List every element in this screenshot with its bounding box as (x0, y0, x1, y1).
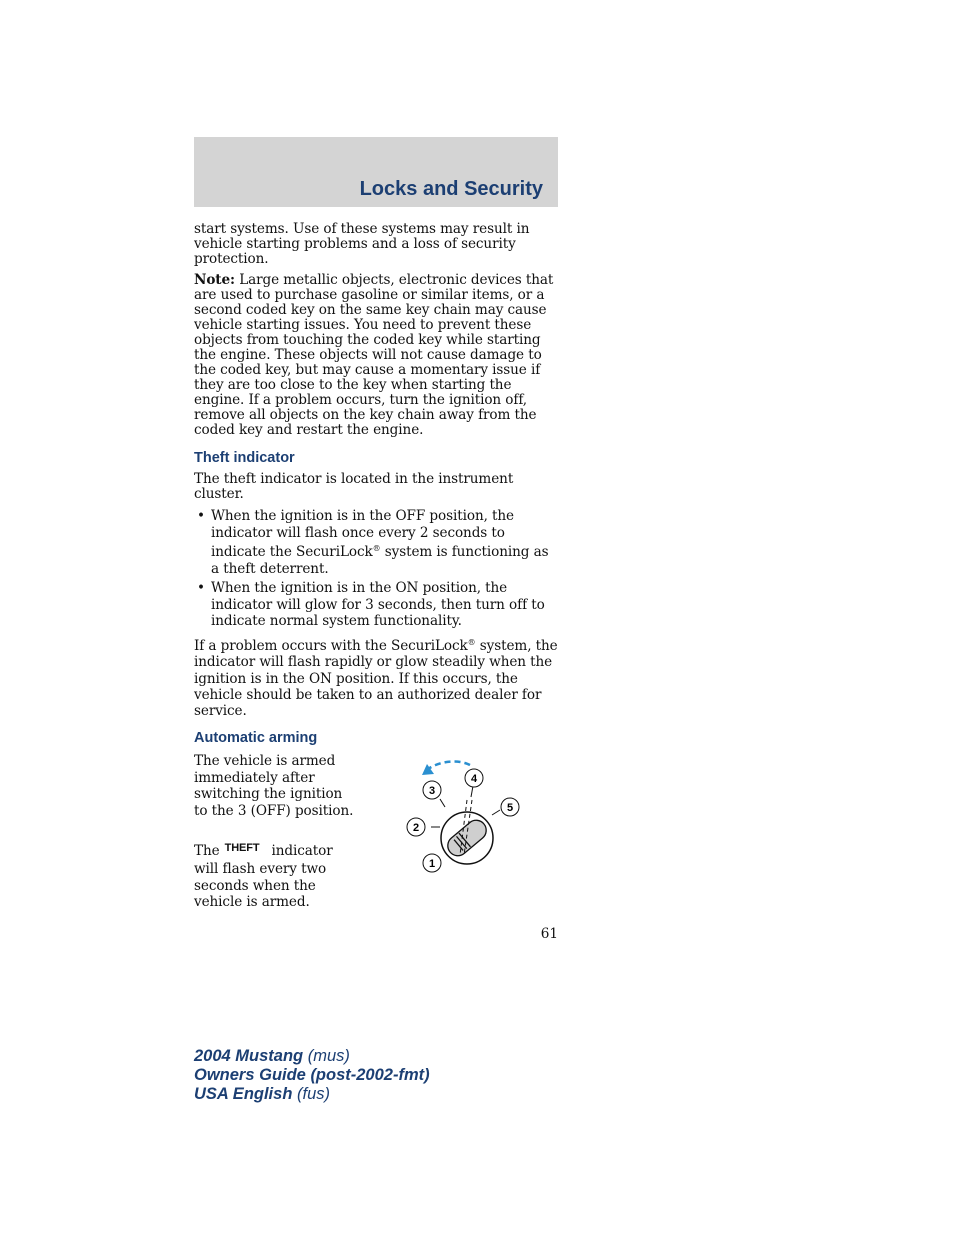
position-label-2: 2 (412, 822, 420, 834)
rotation-arrow-icon (428, 762, 470, 769)
theft-indicator-intro: The theft indicator is located in the instrument cluster. (194, 471, 514, 502)
bullet-item-on: • When the ignition is in the ON position, the indicator will glow for 3 seconds, then turn off to indicate normal system functionality. (197, 580, 545, 629)
position-label-5: 5 (506, 802, 514, 814)
theft-symbol: THEFT (224, 842, 260, 854)
arming-paragraph: The vehicle is armed immediately after switching the ignition to the 3 (OFF) position. (194, 753, 354, 819)
bullet-item-off: • When the ignition is in the OFF position, the indicator will flash once every 2 seconds to indicate the SecuriLock® system is functioning as a theft deterrent. (197, 508, 549, 577)
registered-mark: ® (372, 544, 381, 553)
section-title: Locks and Security (359, 178, 543, 200)
note-label: Note: (194, 272, 235, 288)
page-number: 61 (540, 926, 558, 942)
position-label-1: 1 (428, 858, 436, 870)
document-footer: 2004 Mustang (mus) Owners Guide (post-2002-fmt) USA English (fus) (194, 1047, 430, 1103)
intro-paragraph: start systems. Use of these systems may result in vehicle starting problems and a loss of security protection. (194, 221, 530, 267)
position-label-4: 4 (470, 773, 478, 785)
registered-mark: ® (467, 638, 476, 647)
problem-paragraph: If a problem occurs with the SecuriLock® system, the indicator will flash rapidly or glow steadily when the ignition is in the ON position. If this occurs, the vehicle should be taken to an authorized dealer for service. (194, 638, 558, 720)
bullet-dot: • (197, 508, 205, 524)
theft-indicator-heading: Theft indicator (194, 450, 295, 466)
bullet-dot: • (197, 580, 205, 596)
automatic-arming-heading: Automatic arming (194, 730, 318, 746)
note-text: Large metallic objects, electronic devices that are used to purchase gasoline or similar items, or a second coded key on the same key chain may cause vehicle starting issues. You need to prevent these objects from touching the coded key while starting the engine. These objects will not cause damage to the coded key, but may cause a momentary issue if they are too close to the key when starting the engine. If a problem occurs, turn the ignition off, remove all objects on the key chain away from the coded key and restart the engine. (194, 272, 554, 438)
arming-theft-paragraph: The $^{THEFT}$ indicator will flash every two seconds when the vehicle is armed. (194, 842, 333, 911)
ignition-diagram (400, 755, 530, 880)
note-paragraph (194, 273, 558, 438)
section-header (194, 137, 558, 207)
position-label-3: 3 (428, 785, 436, 797)
arrow-head-icon (422, 764, 434, 775)
